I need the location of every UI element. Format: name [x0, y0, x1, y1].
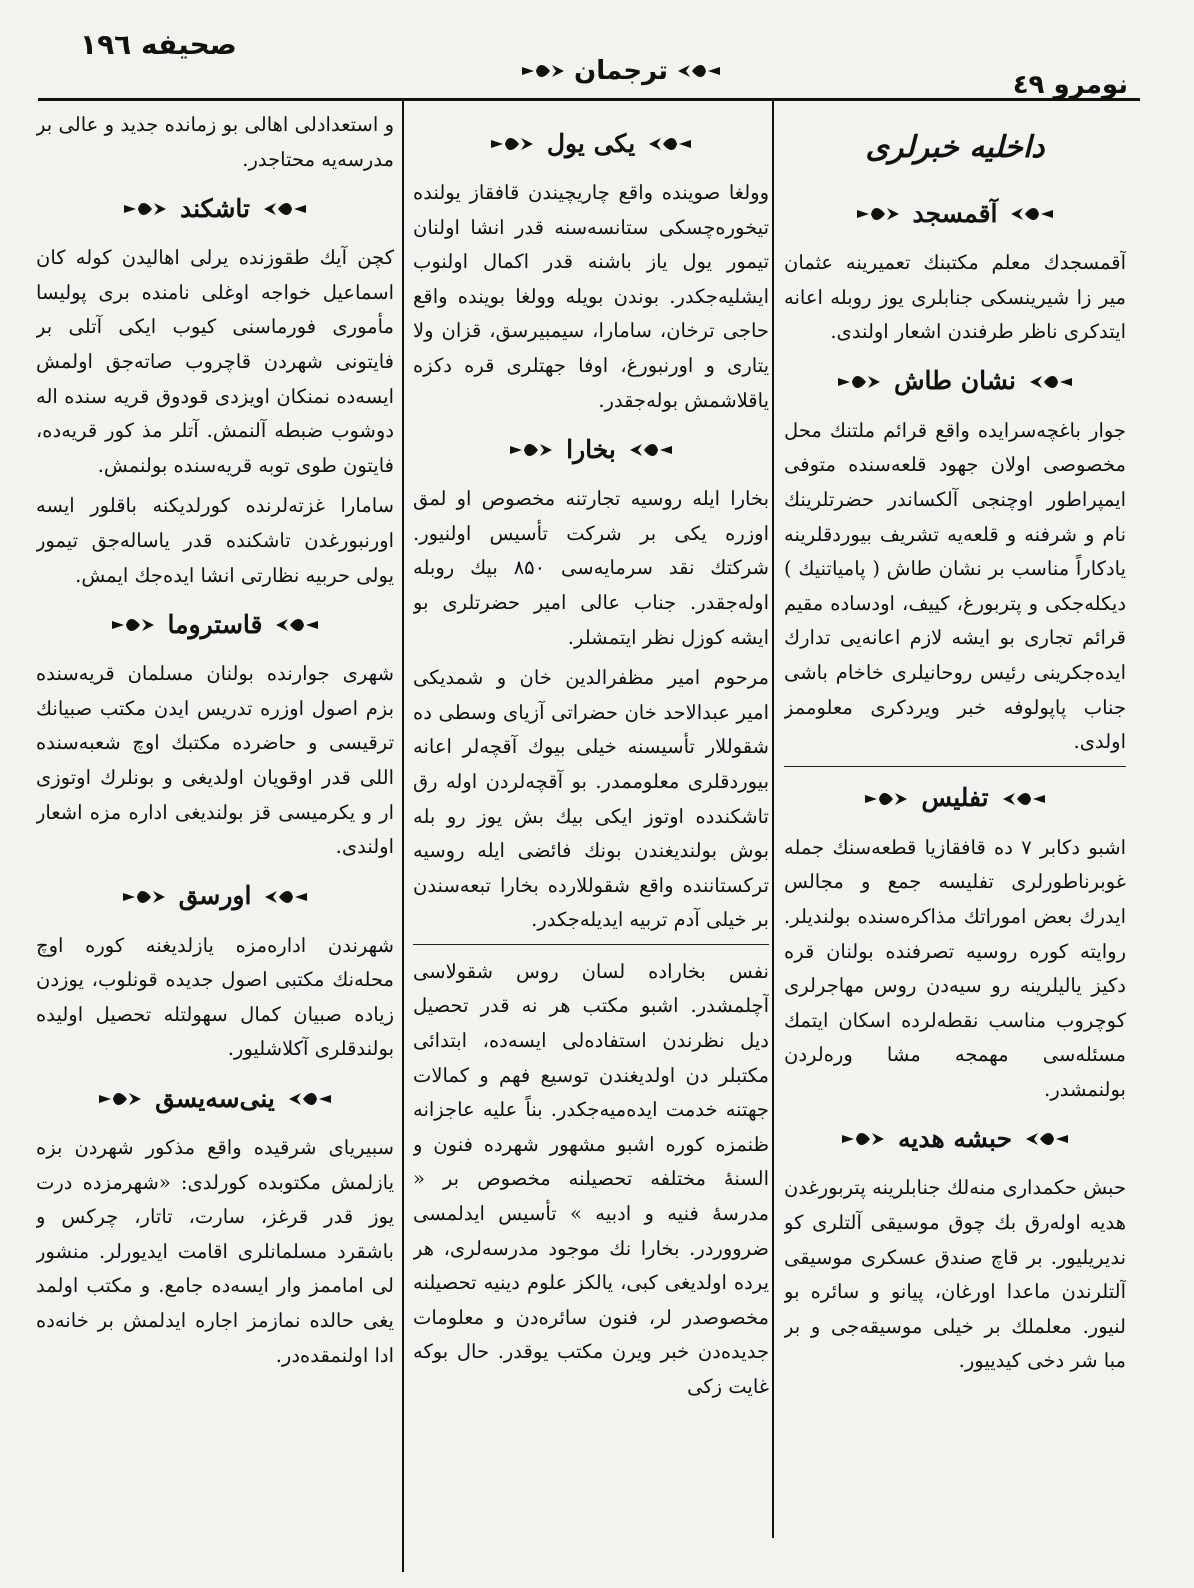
section-heading: [413, 124, 769, 164]
column-divider: [772, 100, 774, 1538]
section-title: اورسق: [178, 881, 252, 911]
ornament-icon: [508, 441, 554, 459]
section-heading: [36, 189, 394, 229]
newspaper-masthead: [520, 56, 722, 86]
column-left: [36, 108, 394, 1568]
section-heading: [413, 430, 769, 470]
ornament-icon: [1009, 205, 1055, 223]
section-title: بخارا: [566, 434, 616, 464]
article-paragraph: اشبو دكابر ۷ ده قافقازیا قطعه‌سنك جمله غوبرناطورلری تفلیسه جمع و مجالس ایدرك بعض اموراتك مذاكره‌سنده بولندیلر. روایته كوره روسیه تصرفنده بولنان قره دكیز یالیلرینه رو سیه‌دن روس مهاجرلری كوچروب مناسب نقطه‌لرده اسكان ایتمك مسئله‌سی مهمجه مشا وره‌لردن بولنمشدر.: [784, 835, 1126, 1101]
ornament-icon: [1028, 373, 1074, 391]
section-heading: [784, 362, 1126, 402]
section-title: آقمسجد: [912, 198, 998, 228]
article-paragraph: حبش حكمداری منه‌لك جنابلرینه پتربورغدن هدیه اوله‌رق بك چوق موسیقی آلتلری كو ندیریلیور. بر قاچ صندق عسكری موسیقی آلتلرندن ماعدا اورغان، پیانو و سائره بو لنیور. معلملك بر خیلی موسیقه‌جی و بر مبا شر دخی كیدییور.: [784, 1176, 1126, 1373]
ornament-icon: [1024, 1130, 1070, 1148]
ornament-icon: [274, 616, 320, 634]
ornament-icon: [676, 62, 722, 80]
ornament-icon: [647, 135, 693, 153]
article-paragraph: سامارا غزته‌لرنده كورلدیكنه باقلور ایسه اورنبورغدن تاشكنده قدر یاساله‌جق تیمور یولی حربیه نظارتی انشا ایده‌جك ایمش.: [36, 494, 394, 587]
ornament-icon: [121, 888, 167, 906]
section-title: تفلیس: [921, 783, 989, 813]
section-title: یكی یول: [546, 128, 636, 158]
page-number-label: صحیفه ۱۹٦: [80, 28, 237, 61]
section-heading: [36, 1079, 394, 1119]
article-paragraph: بخارا ایله روسیه تجارتنه مخصوص او لمق اوزره یكی بر شركت تأسیس اولنیور. شركتك نقد سرمایه‌سی ۸۵۰ بیك روبله اوله‌جقدر. جناب عالی امیر حضرتلری بو ایشه كوزل نظر ایتمشلر.: [413, 487, 769, 649]
section-separator: [784, 766, 1126, 767]
article-paragraph: كچن آیك طقوزنده یرلی اهالیدن كوله كان اسماعیل خواجه اوغلی نامنده بری پولیسا مأموری فورماسنی كیوب ایكی آتلی بر فایتونی شهردن قاچروب صاته‌جق اولمش ایسه‌ده نمنكان اویزدی قودوق قریه سنده اله دوشوب ضبطه آلنمش. آتلر مذ كور قریه‌ده، فایتون طوی توبه قریه‌سنده بولنمش.: [36, 246, 394, 477]
ornament-icon: [263, 888, 309, 906]
issue-number-label: نومرو ٤۹: [1012, 70, 1128, 100]
article-paragraph: شهرندن اداره‌مزه یازلدیغنه كوره اوچ محله‌نك مكتبی اصول جدیده قونلوب، یوزدن زیاده صبیان كمال سهولتله تحصیل اولیده بولندقلری آكلاشلیور.: [36, 933, 394, 1061]
article-paragraph: جوار باغچه‌سرایده واقع قرائم ملتنك محل مخصوصی اولان جهود قلعه‌سنده متوفی ایمپراطور اوچنجی آلكساندر حضرتلرینك نام و شرفنه و قلعه‌یه تشریف بیوردقلرینه یادكاراً مناسب بر نشان طاش ( پامیاتنیك ) دیكله‌جكی و پتربورغ، كییف، اودساده مقیم قرائم تجاری بو ایشه لازم اعانه‌یی تدارك ایده‌جكرینی رئیس روحانیلری خاخام باشی جناب پاپولوفه خبر ویردكری معلوممز اولدی.: [784, 418, 1126, 754]
article-paragraph: شهری جوارنده بولنان مسلمان قریه‌سنده بزم اصول اوزره تدریس ایدن مكتب صبیانك ترقیسی و حاضرده مكتبك اوچ شعبه‌سنده اللی قدر اوقویان اولدیغی و بونلرك اوتوزی ار و یكرمیسی قز بولندیغی اداره مزه اشعار اولندی.: [36, 662, 394, 859]
newspaper-title: ترجمان: [574, 56, 669, 86]
article-paragraph: وولغا صوینده واقع چاریچیندن قافقاز یولنده تیخوره‌چسكی ستانسه‌سنه قدر انشا اولنان تیمور یول یاز باشنه قدر اكمال اولنوب ایشلیه‌جكدر. بوندن بویله وولغا بوینده واقع حاجی ترخان، سامارا، سیمبیرسق، قزان ولا یتاری و اورنبورغ، اوفا جهتلری قره دكزه یاقلاشمش بوله‌جقدر.: [413, 181, 769, 412]
ornament-icon: [262, 200, 308, 218]
section-title: حبشه هدیه: [897, 1124, 1013, 1154]
section-title: ینی‌سه‌یسق: [155, 1083, 275, 1113]
article-paragraph: و استعدادلی اهالی بو زمانده جدید و عالی بر مدرسه‌یه محتاجدر.: [36, 113, 394, 171]
ornament-icon: [863, 790, 909, 808]
section-main-heading: داخلیه خبرلری: [865, 130, 1045, 165]
section-heading: [784, 779, 1126, 819]
article-paragraph: نفس بخاراده لسان روس شقولاسی آچلمشدر. اشبو مكتب هر نه قدر تحصیل دیل نظرندن استفاده‌لی ایسه‌ده، ابتدائی مكتبلر دن اولدیغندن توسیع فهم و كمالات جهتنه خدمت ایده‌میه‌جكدر. بناً علیه عاجزانه ظنمزه كوره اشبو مشهور شهرده فنون و السنهٔ مختلفه تحصیلنه مخصوص بر « مدرسهٔ فنیه و ادبیه » تأسیس ایدلمسی ضرووردر. بخارا نك موجود مدرسه‌لری، هر یرده اولدیغی كبی، یالكز علوم دینیه تحصیلنه مخصوصدر لر، فنون سائره‌دن و معلومات جدیده‌دن خبر ویرن مكتب یوقدر. حال بوكه غایت زكی: [413, 959, 769, 1398]
ornament-icon: [489, 135, 535, 153]
section-title: نشان طاش: [894, 366, 1016, 396]
ornament-icon: [1001, 790, 1047, 808]
section-separator: [413, 944, 769, 945]
article-paragraph: سبیریای شرقیده واقع مذكور شهردن بزه یازلمش مكتوبده كورلدی: «شهرمزده درت یوز قدر قرغز، سارت، تاتار، چركس و باشقرد مسلمانلری اقامت ایدیورلر. منشور لی اماممز وار ایسه‌ده جامع. و مكتب اولمد یغی حالده نمازمز اجاره ایدلمش بر خانه‌ده ادا اولنمقده‌در.: [36, 1136, 394, 1367]
section-heading: [36, 877, 394, 917]
ornament-icon: [855, 205, 901, 223]
ornament-icon: [122, 200, 168, 218]
ornament-icon: [840, 1130, 886, 1148]
column-divider: [402, 100, 404, 1572]
section-heading: [36, 605, 394, 645]
ornament-icon: [110, 616, 156, 634]
ornament-icon: [520, 62, 566, 80]
article-paragraph: آقمسجدك معلم مكتبنك تعمیرینه عثمان میر زا شیرینسكی جنابلری یوز روبله اعانه ایتدكری ناظر طرفندن اشعار اولندی.: [784, 251, 1126, 344]
column-middle: [413, 108, 769, 1568]
ornament-icon: [628, 441, 674, 459]
page-header: [30, 14, 1140, 102]
section-title: قاستروما: [167, 609, 263, 639]
ornament-icon: [287, 1090, 333, 1108]
section-title: تاشكند: [180, 193, 250, 223]
ornament-icon: [97, 1090, 143, 1108]
header-rule: [38, 98, 1140, 101]
column-right: [784, 108, 1126, 1568]
article-paragraph: مرحوم امیر مظفرالدین خان و شمدیكی امیر عبدالاحد خان حضراتی آزیای وسطی ده شقوللار تأسیسنه خیلی بیوك آقچه‌لر اعانه بیوردقلری معلوممدر. بو آقچه‌لردن اوله رق تاشكندده اوتوز ایكی بیك بش یوز رو بله بوش بولندیغندن بونك فائضی ایله روسیه تركستاننده واقع شقوللارده بخارا تبعه‌سندن بر خیلی آدم تربیه ایدیله‌جكدر.: [413, 666, 769, 932]
section-heading: [784, 194, 1126, 234]
ornament-icon: [836, 373, 882, 391]
section-heading: [784, 1119, 1126, 1159]
